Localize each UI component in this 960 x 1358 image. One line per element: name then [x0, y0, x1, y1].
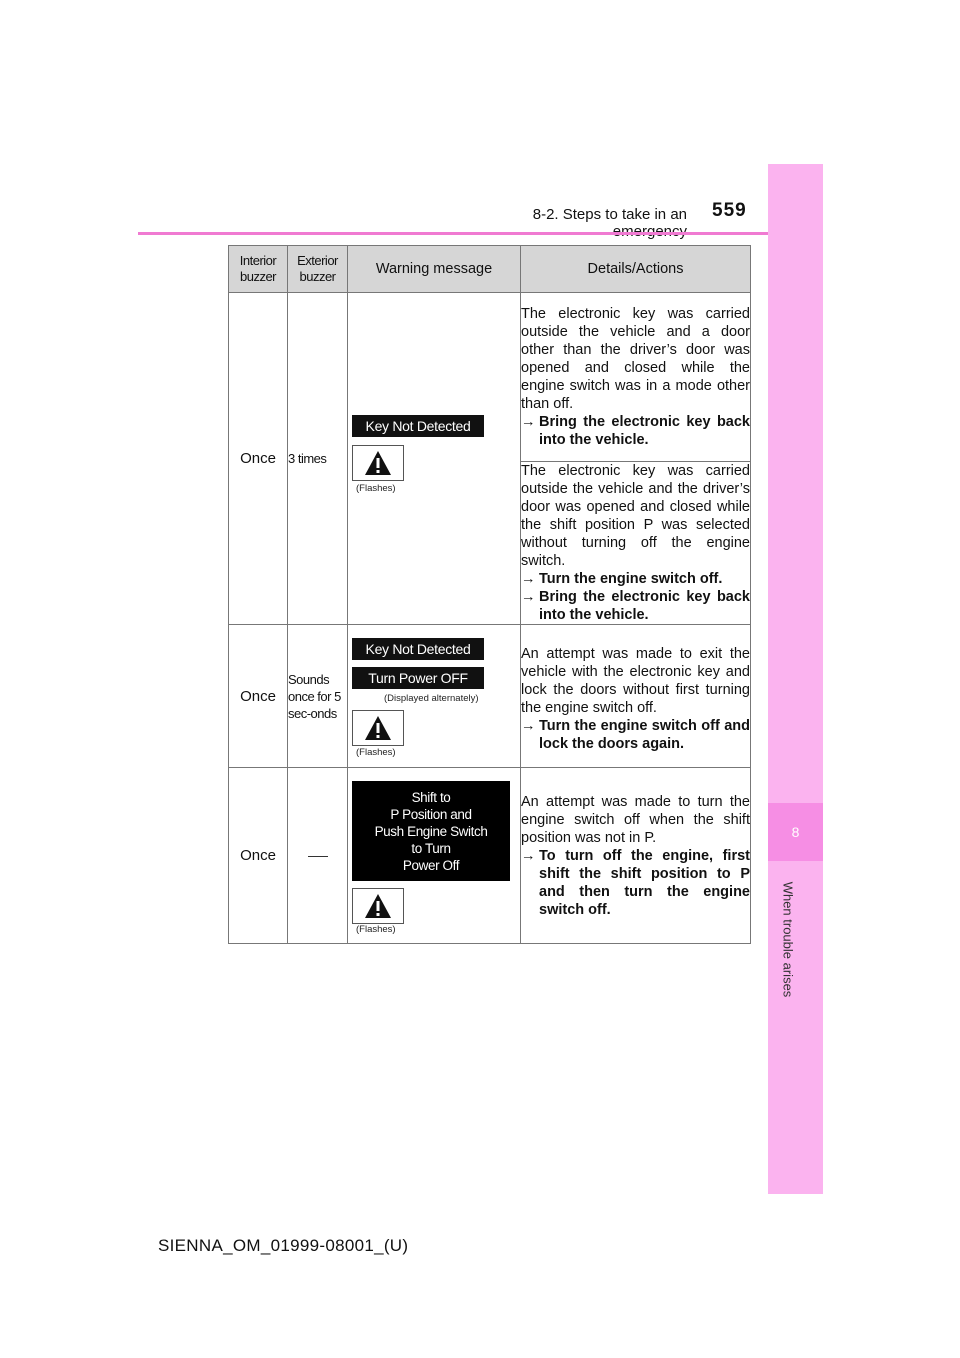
arrow-icon: → — [521, 414, 536, 430]
interior-buzzer-cell: Once — [229, 768, 288, 944]
header-interior-buzzer: Interior buzzer — [229, 246, 288, 293]
message-display: Key Not Detected — [352, 638, 484, 660]
details-cell — [521, 462, 751, 625]
alternate-caption: (Displayed alternately) — [384, 693, 479, 704]
detail-text: The electronic key was carried outside the vehicle and the driver’s door was opened and closed while the shift position P was selected without turning off the engine switch. — [521, 463, 750, 569]
interior-buzzer-cell: Once — [229, 625, 288, 768]
arrow-icon: → — [521, 718, 536, 734]
warning-light-box — [352, 445, 404, 481]
detail-text: An attempt was made to exit the vehicle with the electronic key and lock the doors without first turning the engine switch off. — [521, 646, 750, 716]
warning-message-cell — [348, 293, 521, 625]
warning-message-cell — [348, 768, 521, 944]
flashes-caption: (Flashes) — [356, 747, 396, 758]
message-display: Shift to P Position and Push Engine Switch to Turn Power Off — [352, 781, 510, 881]
document-code: SIENNA_OM_01999-08001_(U) — [158, 1236, 409, 1255]
table-header-row — [229, 246, 751, 293]
table-row — [229, 625, 751, 768]
detail-text: The electronic key was carried outside the vehicle and a door other than the driver’s door was opened and closed while the engine switch was in a mode other than off. — [521, 306, 750, 412]
header-warning-message: Warning message — [348, 246, 521, 293]
chapter-label-text: When trouble arises — [780, 881, 796, 997]
table-row — [229, 768, 751, 944]
details-cell — [521, 293, 751, 462]
action-item: → Bring the electronic key back into the vehicle. — [521, 589, 750, 623]
arrow-icon: → — [521, 571, 536, 587]
section-title: 8-2. Steps to take in an — [532, 206, 687, 223]
exterior-buzzer-cell: 3 times — [288, 293, 348, 625]
details-cell — [521, 768, 751, 944]
action-item: → Bring the electronic key back into the vehicle. — [521, 414, 750, 448]
action-item: → Turn the engine switch off. — [521, 571, 723, 587]
page-number: 559 — [712, 200, 747, 221]
header-rule — [138, 232, 822, 235]
warning-triangle-icon — [364, 450, 392, 476]
action-item: → Turn the engine switch off and lock the doors again. — [521, 718, 750, 752]
warning-light-box — [352, 888, 404, 924]
chapter-number: 8 — [768, 803, 823, 861]
exterior-buzzer-cell — [288, 768, 348, 944]
warning-message-cell — [348, 625, 521, 768]
detail-text: An attempt was made to turn the engine switch off when the shift position was not in P. — [521, 793, 750, 846]
warning-triangle-icon — [364, 893, 392, 919]
warning-triangle-icon — [364, 715, 392, 741]
warning-table — [228, 245, 751, 944]
exterior-buzzer-cell: Sounds once for 5 sec-onds — [288, 625, 348, 768]
flashes-caption: (Flashes) — [356, 483, 396, 494]
arrow-icon: → — [521, 589, 536, 605]
table-row — [229, 293, 751, 462]
warning-light-box — [352, 710, 404, 746]
chapter-side-tab — [768, 164, 823, 1194]
flashes-caption: (Flashes) — [356, 924, 396, 935]
interior-buzzer-cell: Once — [229, 293, 288, 625]
header-exterior-buzzer: Exterior buzzer — [288, 246, 348, 293]
message-display: Key Not Detected — [352, 415, 484, 437]
no-buzzer-dash — [308, 856, 328, 857]
details-cell — [521, 625, 751, 768]
arrow-icon: → — [521, 847, 536, 864]
message-display: Turn Power OFF — [352, 667, 484, 689]
chapter-label — [777, 878, 799, 1000]
header-details-actions: Details/Actions — [521, 246, 751, 293]
action-item: → To turn off the engine, first shift the shift position to P and then turn the engine switch off. — [521, 847, 750, 918]
